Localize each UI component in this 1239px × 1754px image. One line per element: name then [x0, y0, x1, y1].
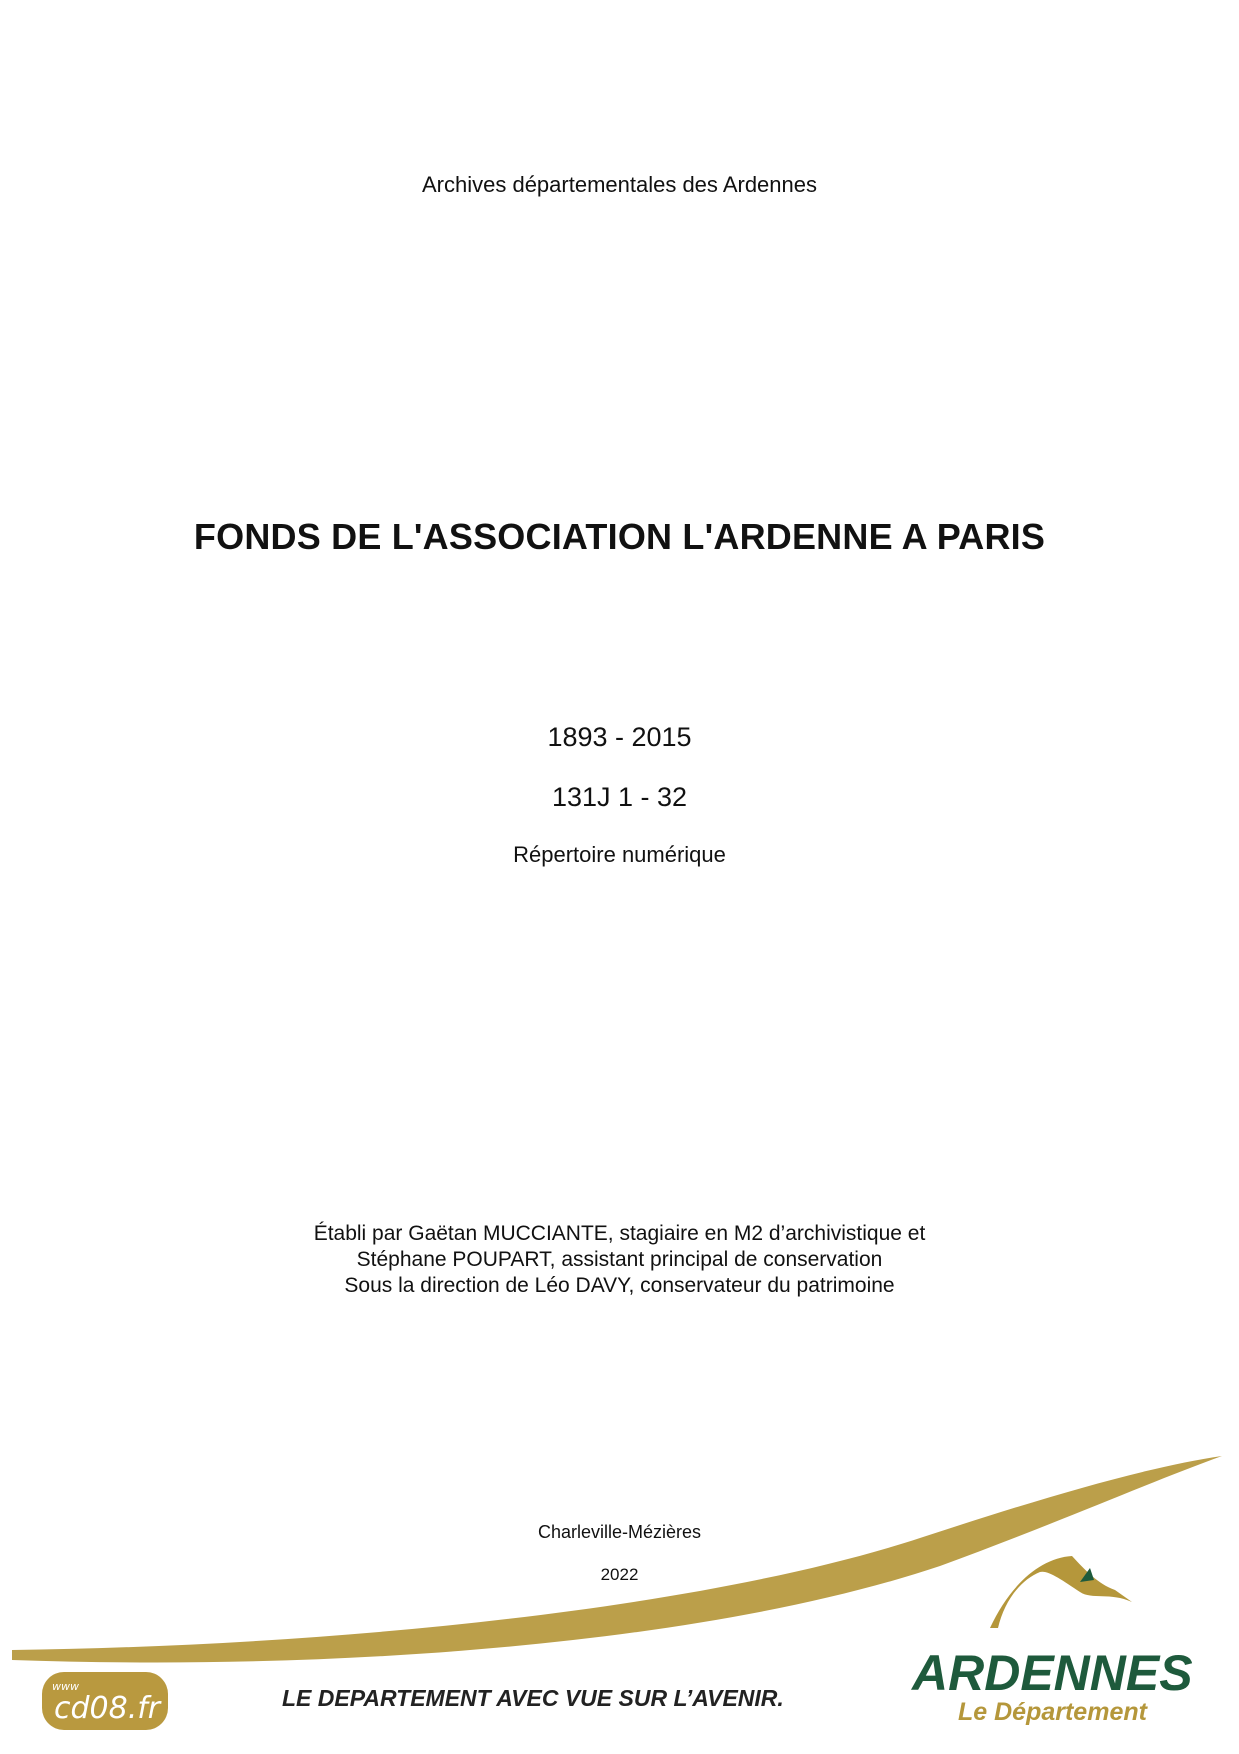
ardennes-subtitle: Le Département [958, 1698, 1147, 1726]
credits-block [0, 1221, 1239, 1299]
shelf-mark: 131J 1 - 32 [551, 782, 688, 812]
document-title: FONDS DE L'ASSOCIATION L'ARDENNE A PARIS [193, 516, 1046, 557]
credits-line-2: Stéphane POUPART, assistant principal de conservation [356, 1248, 883, 1271]
gold-swoosh [12, 1456, 1222, 1662]
credits-line-3: Sous la direction de Léo DAVY, conservateur du patrimoine [344, 1274, 895, 1297]
document-type: Répertoire numérique [513, 842, 726, 867]
publication-city: Charleville-Mézières [537, 1522, 702, 1542]
date-range: 1893 - 2015 [547, 722, 692, 752]
footer-slogan: LE DEPARTEMENT AVEC VUE SUR L’AVENIR. [282, 1685, 784, 1711]
cd08-www: www [52, 1680, 79, 1693]
publication-year: 2022 [600, 1565, 639, 1584]
institution-name: Archives départementales des Ardennes [421, 172, 817, 197]
footer-banner [0, 1440, 1239, 1754]
credits-line-1: Établi par Gaëtan MUCCIANTE, stagiaire en M2 d’archivistique et [313, 1222, 926, 1245]
ardennes-title: ARDENNES [912, 1645, 1193, 1701]
cd08-label: cd08.fr [54, 1691, 161, 1726]
cd08-logo [42, 1672, 168, 1730]
